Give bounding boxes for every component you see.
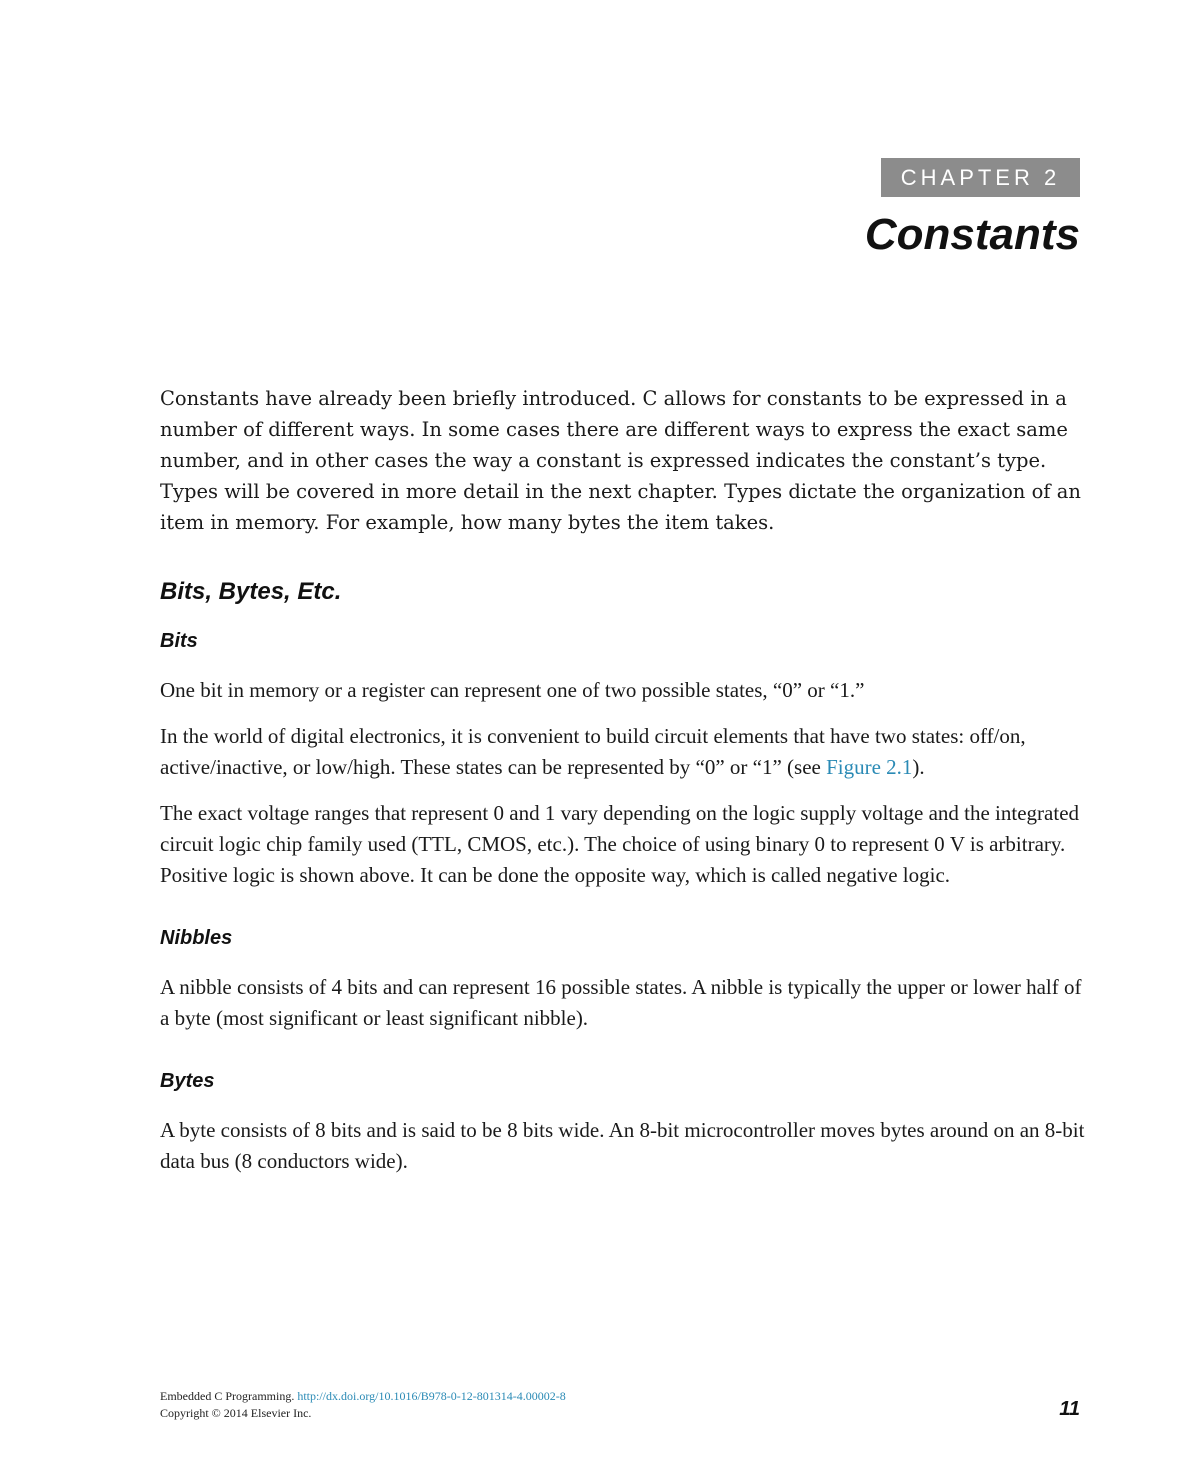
bits-paragraph-1: One bit in memory or a register can represent one of two possible states, “0” or “1.”: [160, 678, 865, 702]
footer-book-title: Embedded C Programming.: [160, 1389, 295, 1403]
bytes-paragraph-1: A byte consists of 8 bits and is said to be 8 bits wide. An 8-bit microcontroller moves bytes around on an 8-bit data bus (8 conductors wide).: [160, 1118, 1085, 1173]
subsection-heading-nibbles: Nibbles: [160, 927, 233, 949]
bits-paragraph-2: [160, 721, 1090, 783]
page-number: 11: [1059, 1398, 1080, 1420]
figure-2-1-link[interactable]: Figure 2.1: [826, 755, 913, 779]
footer-copyright: Copyright © 2014 Elsevier Inc.: [160, 1406, 312, 1420]
page-content: [160, 383, 1090, 1192]
subsection-heading-bytes: Bytes: [160, 1070, 215, 1092]
chapter-title: Constants: [864, 210, 1080, 259]
section-heading-bits-bytes-etc: Bits, Bytes, Etc.: [160, 578, 342, 605]
nibbles-paragraph-1: A nibble consists of 4 bits and can represent 16 possible states. A nibble is typically the upper or lower half of a byte (most significant or least significant nibble).: [160, 975, 1082, 1030]
bits-paragraph-3: The exact voltage ranges that represent 0 and 1 vary depending on the logic supply voltage and the integrated circuit logic chip family used (TTL, CMOS, etc.). The choice of using binary 0 to represent 0 V is arbitrary. Positive logic is shown above. It can be done the opposite way, which is called negative logic.: [160, 801, 1080, 887]
chapter-label: CHAPTER 2: [881, 158, 1080, 197]
bits-paragraph-2-text-end: ).: [912, 755, 925, 779]
intro-paragraph: Constants have already been briefly introduced. C allows for constants to be expressed in a number of different ways. In some cases there are different ways to express the exact same number, and in other cases the way a constant is expressed indicates the constant’s type. Types will be covered in more detail in the next chapter. Types dictate the organization of an item in memory. For example, how many bytes the item takes.: [160, 387, 1081, 534]
footer-citation: [160, 1388, 566, 1405]
subsection-heading-bits: Bits: [160, 630, 198, 652]
bits-paragraph-2-text-start: In the world of digital electronics, it is convenient to build circuit elements that have two states: off/on, active/inactive, or low/high. These states can be represented by “0” or “1” (see: [160, 724, 1026, 779]
page-footer: [160, 1388, 566, 1422]
footer-doi-link[interactable]: http://dx.doi.org/10.1016/B978-0-12-801314-4.00002-8: [297, 1389, 566, 1403]
